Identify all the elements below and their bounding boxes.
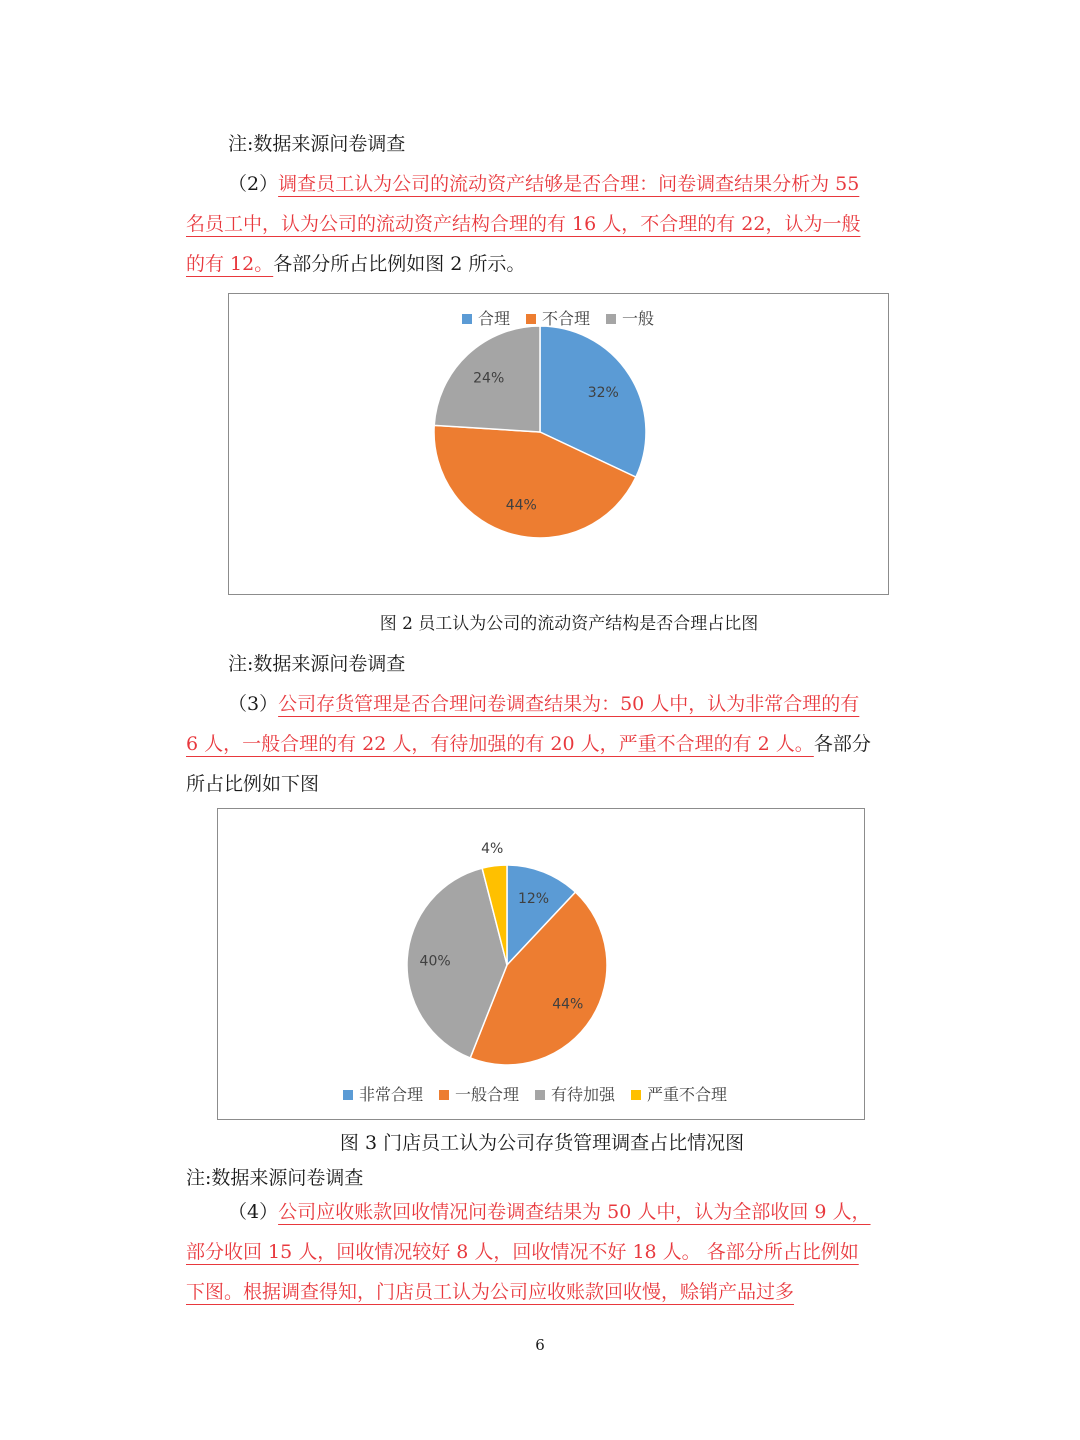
paragraph-line bbox=[228, 164, 859, 204]
slice-label: 40% bbox=[419, 953, 451, 970]
paragraph-line bbox=[186, 1272, 794, 1312]
page-number: 6 bbox=[535, 1336, 545, 1354]
highlighted-text: 的有 12。 bbox=[186, 253, 274, 275]
paragraph-line bbox=[186, 724, 871, 764]
paragraph-line bbox=[186, 1232, 859, 1272]
pie-chart-figure-2 bbox=[228, 293, 889, 595]
highlighted-text: 部分收回 15 人，回收情况较好 8 人，回收情况不好 18 人。 各部分所占比例如 bbox=[186, 1241, 859, 1263]
paragraph-line bbox=[228, 1192, 871, 1232]
slice-label: 24% bbox=[473, 370, 505, 387]
chart-legend bbox=[462, 309, 654, 328]
highlighted-text: 下图。根据调查得知，门店员工认为公司应收账款回收慢，赊销产品过多 bbox=[186, 1281, 795, 1303]
pie-chart-svg bbox=[218, 809, 863, 1118]
highlighted-text: 调查员工认为公司的流动资产结够是否合理：问卷调查结果分析为 55 bbox=[278, 173, 860, 195]
highlighted-text: 公司存货管理是否合理问卷调查结果为：50 人中，认为非常合理的有 bbox=[278, 693, 860, 715]
legend-swatch bbox=[535, 1090, 545, 1100]
paragraph-line: 所占比例如下图 bbox=[186, 773, 320, 795]
slice-label: 44% bbox=[505, 497, 537, 514]
legend-label: 不合理 bbox=[542, 309, 591, 328]
body-text: 各部分所占比例如图 2 所示。 bbox=[273, 253, 526, 275]
legend-label: 严重不合理 bbox=[647, 1085, 728, 1104]
paragraph-line bbox=[228, 684, 859, 724]
legend-swatch bbox=[606, 314, 616, 324]
legend-swatch bbox=[462, 314, 472, 324]
legend-label: 有待加强 bbox=[551, 1085, 616, 1104]
slice-label: 12% bbox=[517, 891, 550, 908]
highlighted-text: 名员工中，认为公司的流动资产结构合理的有 16 人，不合理的有 22，认为一般 bbox=[186, 213, 861, 235]
data-source-note: 注:数据来源问卷调查 bbox=[186, 1167, 364, 1189]
paragraph-line bbox=[186, 244, 525, 284]
pie-chart-svg bbox=[229, 294, 887, 593]
data-source-note: 注:数据来源问卷调查 bbox=[228, 133, 406, 155]
figure-caption: 图 3 门店员工认为公司存货管理调查占比情况图 bbox=[339, 1132, 745, 1154]
data-source-note: 注:数据来源问卷调查 bbox=[228, 653, 406, 675]
highlighted-text: 公司应收账款回收情况问卷调查结果为 50 人中，认为全部收回 9 人， bbox=[278, 1201, 871, 1223]
figure-caption: 图 2 员工认为公司的流动资产结构是否合理占比图 bbox=[379, 614, 759, 634]
slice-label: 4% bbox=[481, 840, 504, 857]
legend-label: 一般 bbox=[622, 309, 655, 328]
paragraph-line bbox=[186, 204, 860, 244]
section-number: （2） bbox=[228, 173, 279, 195]
legend-label: 合理 bbox=[478, 309, 511, 328]
body-text: 各部分 bbox=[813, 733, 871, 755]
legend-swatch bbox=[439, 1090, 449, 1100]
legend-label: 非常合理 bbox=[359, 1085, 424, 1104]
section-number: （3） bbox=[228, 693, 279, 715]
legend-swatch bbox=[526, 314, 536, 324]
chart-legend bbox=[343, 1085, 727, 1104]
slice-label: 44% bbox=[552, 996, 584, 1013]
highlighted-text: 6 人，一般合理的有 22 人，有待加强的有 20 人，严重不合理的有 2 人。 bbox=[186, 733, 814, 755]
legend-swatch bbox=[343, 1090, 353, 1100]
section-number: （4） bbox=[228, 1201, 279, 1223]
legend-swatch bbox=[631, 1090, 641, 1100]
legend-label: 一般合理 bbox=[455, 1085, 520, 1104]
slice-label: 32% bbox=[587, 384, 619, 401]
pie-chart-figure-3 bbox=[217, 808, 865, 1120]
